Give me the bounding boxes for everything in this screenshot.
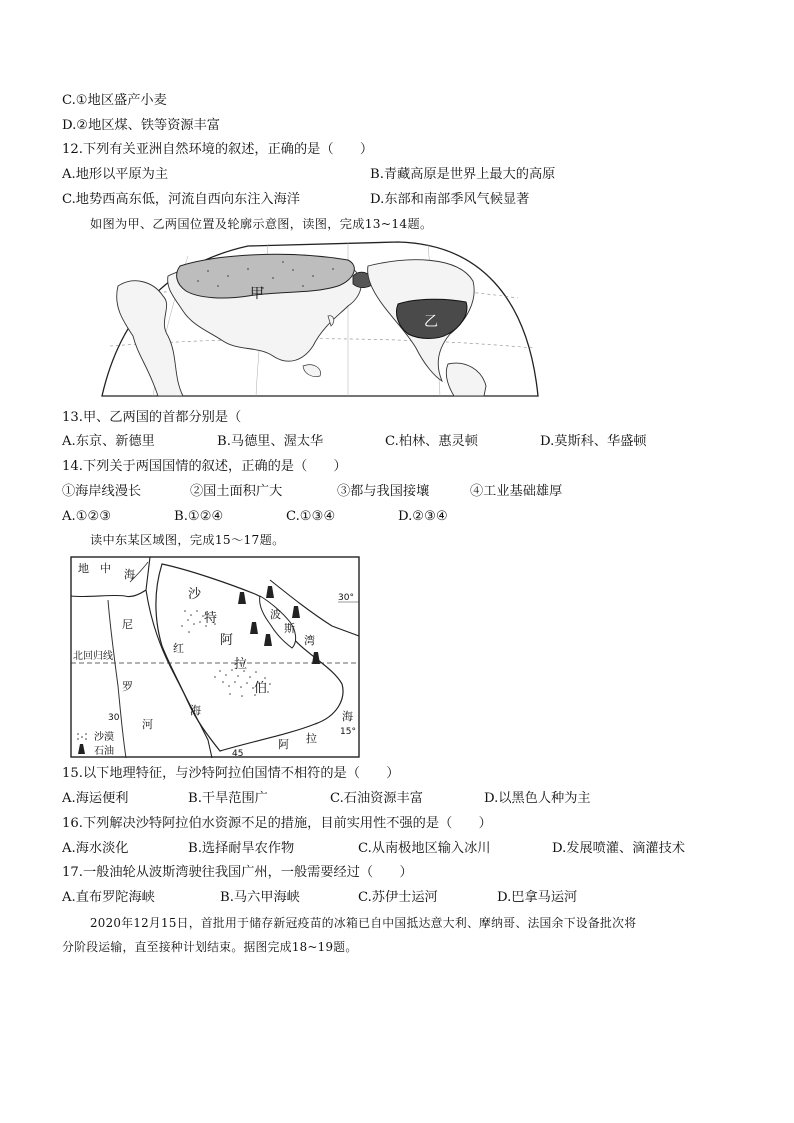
map2-label-sha: 沙 <box>188 587 202 602</box>
q12-option-d: D.东部和南部季风气候显著 <box>370 192 530 207</box>
map2-label-luo: 罗 <box>122 680 133 693</box>
q12-option-a: A.地形以平原为主 <box>62 167 169 182</box>
q14-stem: 14.下列关于两国国情的叙述，正确的是（ ） <box>62 459 347 474</box>
q15-option-d: D.以黑色人种为主 <box>484 791 591 806</box>
q13-option-b: B.马德里、渥太华 <box>217 434 324 449</box>
map2-label-wan: 湾 <box>304 634 315 647</box>
q15-stem: 15.以下地理特征，与沙特阿拉伯国情不相符的是（ ） <box>62 766 400 781</box>
map2-label-si: 斯 <box>284 622 295 635</box>
map2-label-he: 河 <box>142 718 153 731</box>
map2-label-hai3: 海 <box>342 710 353 723</box>
map2-lat30: 30° <box>338 593 354 603</box>
q15-option-a: A.海运便利 <box>62 791 129 806</box>
q16-stem: 16.下列解决沙特阿拉伯水资源不足的措施，目前实用性不强的是（ ） <box>62 816 492 831</box>
q16-option-d: D.发展喷灌、滴灌技术 <box>552 841 685 856</box>
q16-option-a: A.海水淡化 <box>62 841 129 856</box>
q12-stem: 12.下列有关亚洲自然环境的叙述，正确的是（ ） <box>62 142 374 157</box>
intro-q13-14: 如图为甲、乙两国位置及轮廓示意图，读图，完成13~14题。 <box>90 217 433 231</box>
map2-legend-desert: 沙漠 <box>94 732 114 743</box>
q17-stem: 17.一般油轮从波斯湾驶往我国广州，一般需要经过（ ） <box>62 865 413 880</box>
q14-option-b: B.①②④ <box>174 509 224 524</box>
map2-label-hai1: 海 <box>124 568 135 581</box>
map1-label-yi: 乙 <box>424 314 438 330</box>
q13-option-a: A.东京、新德里 <box>62 434 155 449</box>
map1-label-jia: 甲 <box>250 286 264 302</box>
q11-option-d: D.②地区煤、铁等资源丰富 <box>62 118 220 133</box>
q14-item-3: ③都与我国接壤 <box>337 484 430 499</box>
map2-label-te: 特 <box>204 611 218 626</box>
q14-option-d: D.②③④ <box>398 509 448 524</box>
map2-lon30: 30 <box>108 713 120 723</box>
q14-option-a: A.①②③ <box>62 509 112 524</box>
q13-stem: 13.甲、乙两国的首都分别是（ <box>62 410 242 425</box>
map2-label-la2: 拉 <box>306 732 317 745</box>
map2-label-bo: 伯 <box>254 681 268 696</box>
map2-lon45: 45 <box>232 749 244 758</box>
map2-legend-oil: 石油 <box>94 746 114 757</box>
q14-item-4: ④工业基础雄厚 <box>470 484 563 499</box>
map2-label-hai2: 海 <box>190 704 201 717</box>
q16-option-b: B.选择耐旱农作物 <box>188 841 295 856</box>
q16-option-c: C.从南极地区输入冰川 <box>358 841 491 856</box>
middle-east-map-figure <box>70 556 360 758</box>
q13-option-d: D.莫斯科、华盛顿 <box>540 434 647 449</box>
q12-option-c: C.地势西高东低，河流自西向东注入海洋 <box>62 192 300 207</box>
map2-label-a: 阿 <box>220 633 234 648</box>
q11-option-c: C.①地区盛产小麦 <box>62 93 167 108</box>
q17-option-a: A.直布罗陀海峡 <box>62 890 155 905</box>
q12-option-b: B.青藏高原是世界上最大的高原 <box>370 167 556 182</box>
map2-lat15: 15° <box>340 727 356 737</box>
q14-item-1: ①海岸线漫长 <box>62 484 142 499</box>
intro-q18-19-line2: 分阶段运输，直至接种计划结束。据图完成18~19题。 <box>62 940 358 954</box>
map2-label-la: 拉 <box>234 657 248 672</box>
map2-label-hong: 红 <box>173 642 184 655</box>
q14-item-2: ②国土面积广大 <box>190 484 283 499</box>
q15-option-b: B.干旱范围广 <box>188 791 268 806</box>
q17-option-d: D.巴拿马运河 <box>497 890 578 905</box>
intro-q18-19-line1: 2020年12月15日，首批用于储存新冠疫苗的冰箱已自中国抵达意大利、摩纳哥、法国余下设备批次将 <box>90 916 637 930</box>
q13-option-c: C.柏林、惠灵顿 <box>385 434 478 449</box>
map2-label-a2: 阿 <box>278 738 289 751</box>
map2-tropic-label: 北回归线 <box>73 651 113 662</box>
intro-q15-17: 读中东某区域图，完成15～17题。 <box>90 533 285 547</box>
world-map-figure <box>98 236 544 398</box>
q17-option-c: C.苏伊士运河 <box>358 890 438 905</box>
q14-option-c: C.①③④ <box>286 509 336 524</box>
q15-option-c: C.石油资源丰富 <box>330 791 423 806</box>
q17-option-b: B.马六甲海峡 <box>220 890 300 905</box>
map2-label-zhong: 中 <box>100 562 111 575</box>
map2-label-ni: 尼 <box>122 618 133 631</box>
map2-label-di: 地 <box>78 562 89 575</box>
map2-label-bo2: 波 <box>270 608 281 621</box>
